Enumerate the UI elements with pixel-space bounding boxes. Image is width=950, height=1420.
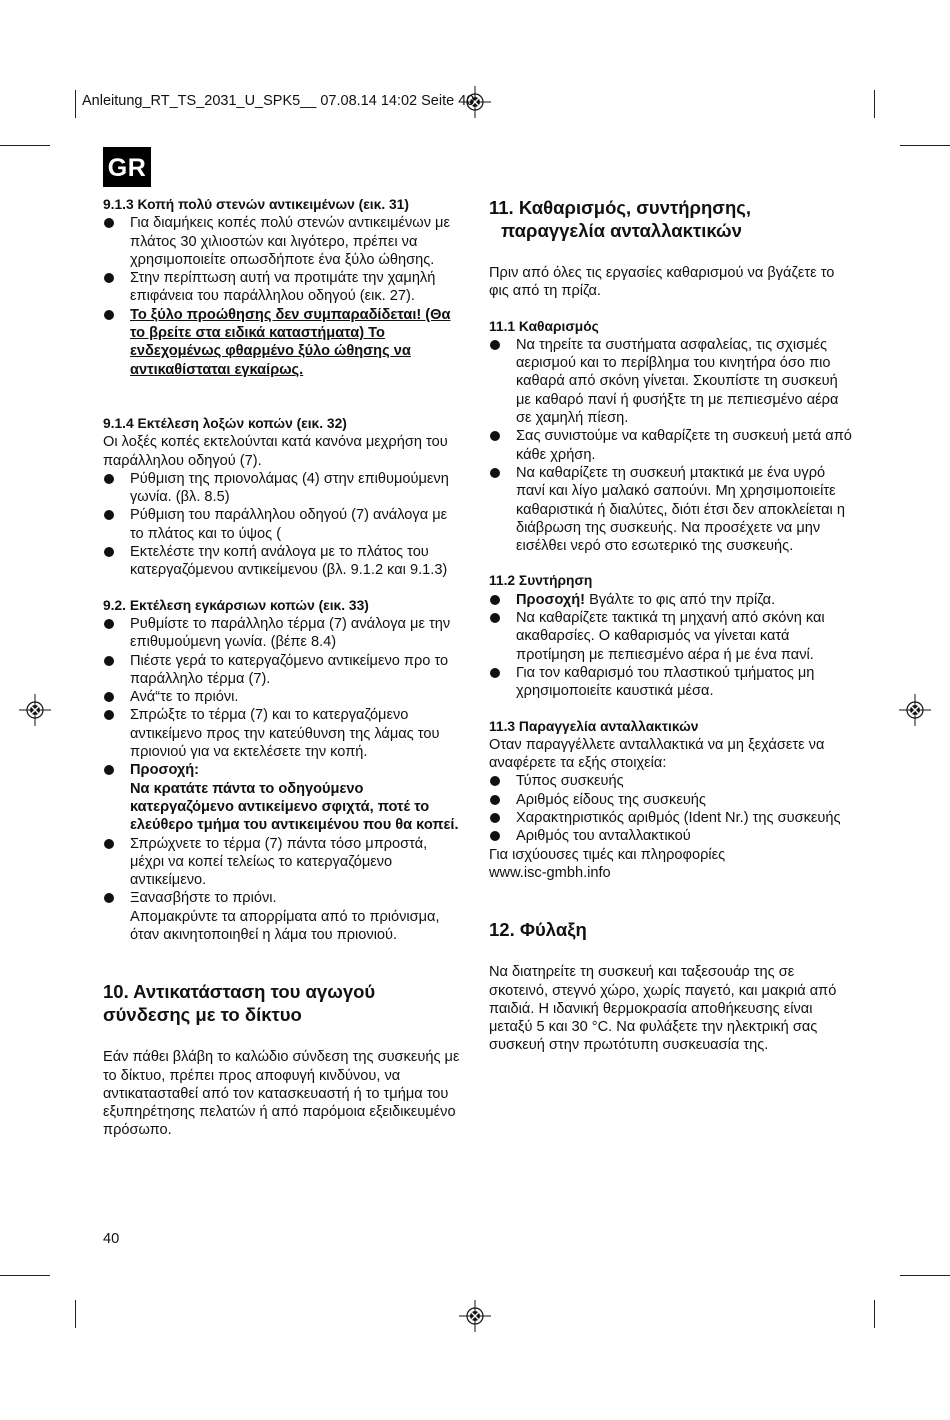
section-9-1-4-list [103, 470, 463, 580]
warning-text: Το ξύλο προώθησης δεν συμπαραδίδεται! (Θα το βρείτε στα ειδικά καταστήματα) Το ενδεχομένως φθαρμένο ξύλο ώθησης να αντικαθίσταται εγκαίρως. [130, 306, 451, 378]
section-9-1-4-title: 9.1.4 Εκτέλεση λοξών κοπών (εικ. 32) [103, 415, 347, 431]
list-item-line: Απομακρύντε τα απορρίματα από το πριόνισμα, όταν ακινητοποιηθεί η λάμα του πριονιού. [130, 908, 440, 943]
list-item: Ρύθμιση του παράλληλου οδηγού (7) ανάλογα με το πλάτος και το ύψος ( [103, 506, 463, 543]
list-item: Ρυθμίστε το παράλληλο τέρμα (7) ανάλογα με την επιθυμούμενη γωνία. (βέπε 8.4) [103, 615, 463, 652]
print-slug-header: Anleitung_RT_TS_2031_U_SPK5__ 07.08.14 14:02 Seite 40 [82, 93, 475, 109]
list-item: Να καθαρίζετε τακτικά τη μηχανή από σκόνη και ακαθαρσίες. Ο καθαρισμός να γίνεται κατά προτίμηση με πεπιεσμένο αέρα ή με ένα πανί. [489, 609, 854, 664]
page-number: 40 [103, 1231, 120, 1247]
section-11-3-outro: Για ισχύουσες τιμές και πληροφορίες [489, 846, 726, 863]
list-item: Ρύθμιση της πριονολάμας (4) στην επιθυμούμενη γωνία. (βλ. 8.5) [103, 470, 463, 507]
list-item-line: Ξανασβήστε το πριόνι. [130, 890, 277, 907]
registration-mark-bottom [459, 1300, 491, 1332]
registration-mark-left [19, 694, 51, 726]
section-11-2-title: 11.2 Συντήρηση [489, 573, 593, 589]
section-9-2-title: 9.2. Εκτέλεση εγκάρσιων κοπών (εικ. 33) [103, 597, 369, 613]
crop-mark-top-right [874, 90, 875, 118]
section-12-title: 12. Φύλαξη [489, 919, 587, 941]
list-item: Τύπος συσκευής [489, 772, 854, 790]
list-item: Αριθμός του ανταλλακτικού [489, 827, 854, 845]
section-11-3-list [489, 772, 854, 845]
list-item: Ανά“τε το πριόνι. [103, 688, 463, 706]
section-10-title [103, 980, 463, 1026]
list-item: Χαρακτηριστικός αριθμός (Ident Nr.) της συσκευής [489, 809, 854, 827]
section-11-intro: Πριν από όλες τις εργασίες καθαρισμού να βγάζετε το φις από τη πρίζα. [489, 265, 835, 300]
crop-mark-top-left [75, 90, 76, 118]
list-item-warning [103, 761, 463, 834]
website-link: www.isc-gmbh.info [489, 864, 611, 881]
list-item: Για διαμήκεις κοπές πολύ στενών αντικειμένων με πλάτος 30 χιλιοστών και λιγότερο, πρέπει να χρησιμοποιείτε οπωσδήποτε ένα ξύλο ώθησης. [103, 214, 463, 269]
crop-mark-right-top [900, 145, 950, 146]
section-11-1-list [489, 336, 854, 556]
crop-mark-bottom-right [874, 1300, 875, 1328]
crop-mark-bottom-left [75, 1300, 76, 1328]
list-item: Σας συνιστούμε να καθαρίζετε τη συσκευή μετά από κάθε χρήση. [489, 427, 854, 464]
section-9-1-3-title: 9.1.3 Κοπή πολύ στενών αντικειμένων (εικ. 31) [103, 197, 409, 212]
list-item: Στην περίπτωση αυτή να προτιμάτε την χαμηλή επιφάνεια του παράλληλου οδηγού (εικ. 27). [103, 269, 463, 306]
section-10-text: Εάν πάθει βλάβη το καλώδιο σύνδεση της συσκευής με το δίκτυο, πρέπει προς αποφυγή κινδύνου, να αντικατασταθεί από τον κατασκευαστή ή το τμήμα του εξυπηρέτησης πελατών ή από παρόμοια εξειδικευμένο πρόσωπο. [103, 1049, 460, 1139]
crop-mark-left-bottom [0, 1275, 50, 1276]
right-column [489, 196, 854, 1055]
section-10-title-line-1: 10. Αντικατάσταση του αγωγού [103, 981, 376, 1003]
list-item [489, 591, 854, 609]
section-11-3-title: 11.3 Παραγγελία ανταλλακτικών [489, 718, 699, 734]
warning-label: Προσοχή! [516, 591, 586, 608]
section-10-title-line-2: σύνδεσης με το δίκτυο [103, 1004, 302, 1026]
list-item [103, 889, 463, 944]
language-badge: GR [103, 147, 151, 187]
warning-text: Να κρατάτε πάντα το οδηγούμενο κατεργαζόμενο αντικείμενο σφιχτά, ποτέ το ελεύθερο τμήμα του αντικειμένου που θα κοπεί. [130, 780, 459, 834]
section-11-title-line-1: 11. Καθαρισμός, συντήρησης, [489, 197, 752, 218]
registration-mark-right [899, 694, 931, 726]
list-item: Να καθαρίζετε τη συσκευή μτακτικά με ένα υγρό πανί και λίγο μαλακό σαπούνι. Μη χρησιμοποιείτε καθαριστικά ή διαλύτες, διότι έτσι δεν αποκλείεται η διάβρωση της συσκευής. Να προσέχετε να μην εισέλθει νερό στο εσωτερικό της συσκευής. [489, 464, 854, 555]
section-9-2-list [103, 615, 463, 944]
list-item [103, 306, 463, 379]
section-9-1-3-list [103, 214, 463, 379]
section-11-3-intro: Οταν παραγγέλλετε ανταλλακτικά να μη ξεχάσετε να αναφέρετε τα εξής στοιχεία: [489, 736, 825, 772]
section-11-title [489, 196, 854, 242]
list-item: Σπρώξτε το τέρμα (7) και το κατεργαζόμενο αντικείμενο προς την κατεύθυνση της λάμας του πριονιού για να εκτελέσετε την κοπή. [103, 706, 463, 761]
section-11-2-list [489, 591, 854, 701]
crop-mark-left-top [0, 145, 50, 146]
section-12-text: Να διατηρείτε τη συσκευή και ταξεσουάρ της σε σκοτεινό, στεγνό χώρο, χωρίς παγετό, και μακριά από παιδιά. Η ιδανική θερμοκρασία αποθήκευσης είναι μεταξύ 5 και 30 °C. Να φυλάξετε την ηλεκτρική σας συσκευή στην πρωτότυπη συσκευασία της. [489, 964, 837, 1054]
section-9-1-4-intro: Οι λοξές κοπές εκτελούνται κατά κανόνα μεχρήση του παράλληλου οδηγού (7). [103, 434, 448, 469]
warning-label: Προσοχή: [130, 762, 200, 779]
list-item: Εκτελέστε την κοπή ανάλογα με το πλάτος του κατεργαζόμενου αντικείμενου (βλ. 9.1.2 και 9.1.3) [103, 543, 463, 580]
list-item: Να τηρείτε τα συστήματα ασφαλείας, τις σχισμές αερισμού και το περίβλημα του κινητήρα όσο πιο καθαρά από σκόνη γίνεται. Σκουπίστε τη συσκευή με καθαρό πανί ή φυσήξτε τη με πεπιεσμένο αέρα σε χαμηλή πίεση. [489, 336, 854, 427]
left-column [103, 196, 463, 1140]
list-item-text: Βγάλτε το φις από την πρίζα. [585, 591, 776, 608]
crop-mark-right-bottom [900, 1275, 950, 1276]
list-item: Για τον καθαρισμό του πλαστικού τμήματος μη χρησιμοποιείτε καυστικά μέσα. [489, 664, 854, 701]
section-11-1-title: 11.1 Καθαρισμός [489, 318, 599, 334]
list-item: Σπρώχνετε το τέρμα (7) πάντα τόσο μπροστά, μέχρι να κοπεί τελείως το κατεργαζόμενο αντικείμενο. [103, 835, 463, 890]
list-item: Πιέστε γερά το κατεργαζόμενο αντικείμενο προ το παράλληλο τέρμα (7). [103, 652, 463, 689]
section-11-title-line-2: παραγγελία ανταλλακτικών [501, 220, 742, 241]
list-item: Αριθμός είδους της συσκευής [489, 791, 854, 809]
